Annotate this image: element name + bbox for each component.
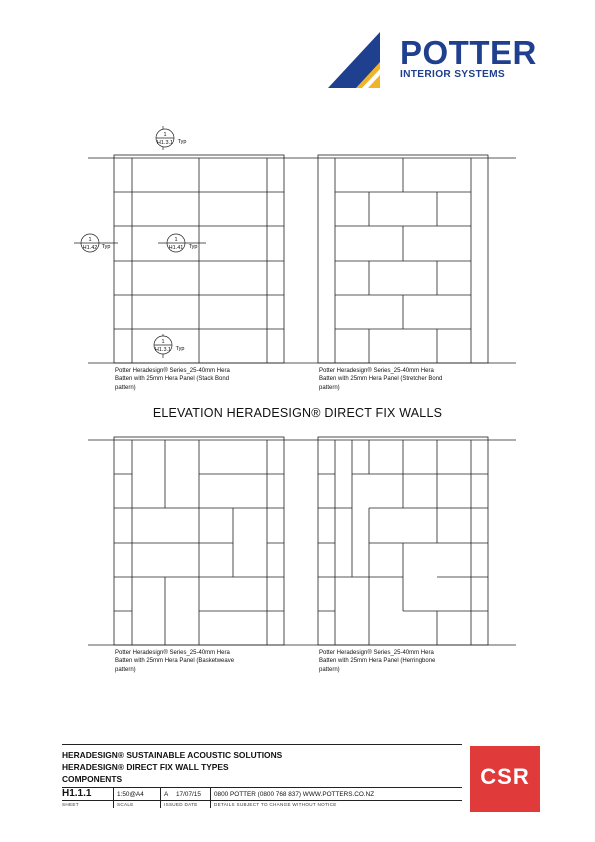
herringbone-panel <box>318 437 488 645</box>
mark-centre-typ: Typ <box>188 244 198 250</box>
caption-stretcher-bond <box>319 367 459 392</box>
mark-bottom-typ: Typ <box>175 346 185 352</box>
mark-left-typ: Typ <box>101 244 111 250</box>
mark-top-num: 1 <box>163 132 167 138</box>
divider <box>113 788 114 808</box>
csr-logo-text: CSR <box>480 764 530 789</box>
csr-logo <box>470 746 540 812</box>
issue-date: 17/07/15 <box>176 791 201 798</box>
sheet-number: H1.1.1 <box>62 788 92 799</box>
caption-line: Batten with 25mm Hera Panel (Basketweave <box>115 658 235 665</box>
caption-line: Batten with 25mm Hera Panel (Stretcher Bond <box>319 376 443 383</box>
title-line-1: HERADESIGN® SUSTAINABLE ACOUSTIC SOLUTIONS <box>62 750 283 760</box>
label-scale: SCALE <box>117 802 134 807</box>
mark-left-ref: H1.42 <box>82 245 98 251</box>
caption-line: pattern) <box>115 384 136 391</box>
caption-line: Batten with 25mm Hera Panel (Stack Bond <box>115 376 230 383</box>
elevation-title: ELEVATION HERADESIGN® DIRECT FIX WALLS <box>152 406 443 420</box>
section-mark-top <box>156 126 174 150</box>
mark-left-num: 1 <box>88 237 92 243</box>
stack-bond-panel <box>114 155 284 363</box>
caption-line: Potter Heradesign® Series_25-40mm Hera <box>115 368 230 374</box>
issue-letter: A <box>164 791 169 798</box>
logo-wordmark: POTTER <box>400 34 537 71</box>
logo-subtitle: INTERIOR SYSTEMS <box>400 69 505 80</box>
title-line-3: COMPONENTS <box>62 774 123 784</box>
caption-line: pattern) <box>115 666 136 673</box>
caption-line: Potter Heradesign® Series_25-40mm Hera <box>115 650 230 656</box>
caption-line: Batten with 25mm Hera Panel (Herringbone <box>319 658 436 665</box>
section-mark-bottom <box>154 334 172 358</box>
basketweave-panel <box>114 437 284 645</box>
mark-centre-num: 1 <box>174 237 178 243</box>
mark-top-ref: H1.3.1 <box>156 140 174 146</box>
mark-bottom-ref: H1.3.1 <box>154 347 172 353</box>
mark-top-typ: Typ <box>177 139 187 145</box>
title-block-mid-rule <box>62 787 462 788</box>
caption-line: Potter Heradesign® Series_25-40mm Hera <box>319 368 434 374</box>
caption-stack-bond <box>115 367 255 392</box>
stretcher-bond-panel <box>318 155 488 363</box>
divider <box>210 788 211 808</box>
label-issued: ISSUED DATE <box>164 802 198 807</box>
caption-herringbone <box>319 649 459 674</box>
divider <box>160 788 161 808</box>
contact-info: 0800 POTTER (0800 768 837) WWW.POTTERS.CO.NZ <box>214 791 375 798</box>
caption-line: pattern) <box>319 666 340 673</box>
title-line-2: HERADESIGN® DIRECT FIX WALL TYPES <box>62 762 229 772</box>
mark-centre-ref: H1.41 <box>168 245 184 251</box>
title-block-top-rule <box>62 744 462 745</box>
label-details: DETAILS SUBJECT TO CHANGE WITHOUT NOTICE <box>214 802 337 807</box>
caption-line: pattern) <box>319 384 340 391</box>
caption-line: Potter Heradesign® Series_25-40mm Hera <box>319 650 434 656</box>
scale-value: 1:50@A4 <box>117 791 144 798</box>
caption-basketweave <box>115 649 255 674</box>
mark-bottom-num: 1 <box>161 339 165 345</box>
label-sheet: SHEET <box>62 802 79 807</box>
title-block-label-rule <box>62 800 462 801</box>
